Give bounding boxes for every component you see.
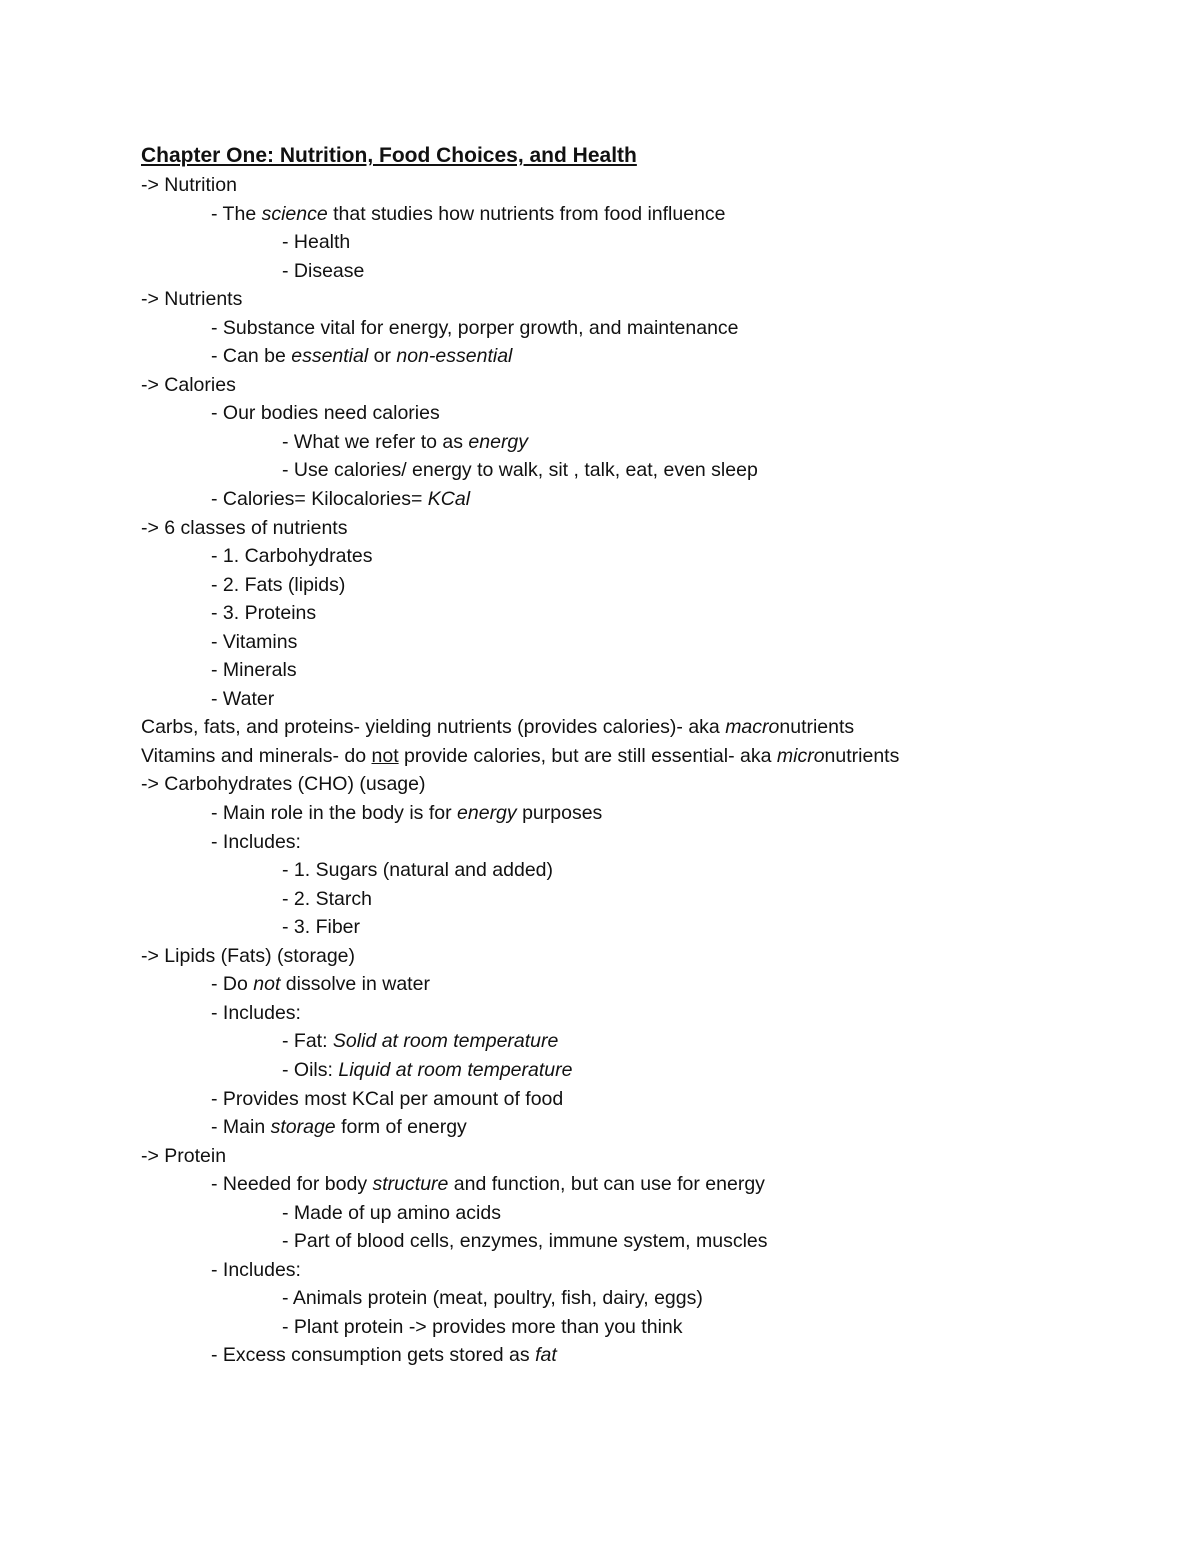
note-text: - Part of blood cells, enzymes, immune system, muscles [282,1230,768,1253]
document-page [141,141,1141,1370]
note-line [141,1170,1141,1199]
note-line [141,542,1141,571]
note-line [141,485,1141,514]
note-text: that studies how nutrients from food influence [327,202,726,225]
note-line [141,742,1141,771]
note-text: - What we refer to as [282,430,469,453]
note-text: - Provides most KCal per amount of food [211,1087,564,1110]
note-text: - 2. Starch [282,887,372,910]
underlined-text: not [371,744,399,767]
note-line [141,970,1141,999]
note-line [141,171,1141,200]
note-line [141,799,1141,828]
note-line [141,913,1141,942]
note-line [141,1284,1141,1313]
note-text: - Made of up amino acids [282,1201,501,1224]
note-line [141,1085,1141,1114]
note-text: -> Nutrition [141,174,237,196]
note-text: - Needed for body [211,1173,373,1196]
note-text: Vitamins and minerals- do [141,744,372,767]
note-line [141,228,1141,257]
emphasized-text: science [261,202,328,225]
note-text: - Can be [211,345,292,368]
emphasized-text: energy [468,430,529,453]
note-line [141,571,1141,600]
note-text: - Includes: [211,1258,301,1281]
note-line [141,942,1141,971]
note-line [141,856,1141,885]
emphasized-text: non-essential [396,345,513,368]
emphasized-text: storage [270,1116,336,1139]
note-line [141,656,1141,685]
emphasized-text: Solid at room temperature [332,1030,559,1053]
note-line [141,599,1141,628]
note-text: nutrients [779,716,855,739]
note-text: - Main [211,1116,271,1139]
emphasized-text: not [253,973,281,996]
emphasized-text: energy [457,802,517,825]
note-text: - Do [211,973,254,996]
note-line [141,342,1141,371]
note-text: - 1. Sugars (natural and added) [282,859,554,882]
note-line [141,456,1141,485]
note-line [141,1341,1141,1370]
note-line [141,285,1141,314]
emphasized-text: structure [372,1173,449,1196]
note-text: -> Calories [141,373,236,396]
note-text: - Includes: [211,830,301,853]
note-line [141,885,1141,914]
emphasized-text: micro [776,744,825,767]
note-text: or [368,345,397,368]
note-text: Carbs, fats, and proteins- yielding nutrients (provides calories)- aka [141,716,726,739]
note-line [141,1027,1141,1056]
note-text: - Disease [282,259,365,282]
note-text: - Includes: [211,1001,301,1024]
note-text: - Water [211,687,275,710]
note-text: -> Protein [141,1144,227,1167]
emphasized-text: KCal [427,488,471,511]
note-line [141,314,1141,343]
note-text: - The [211,202,262,225]
note-text: -> 6 classes of nutrients [141,516,348,539]
note-line [141,1313,1141,1342]
emphasized-text: fat [535,1344,557,1367]
note-line [141,770,1141,799]
note-text: - Oils: [282,1058,339,1081]
note-text: - Fat: [282,1030,333,1053]
note-line [141,428,1141,457]
note-line [141,257,1141,286]
note-line [141,1142,1141,1171]
note-text: provide calories, but are still essential- aka [398,744,777,767]
page-title: Chapter One: Nutrition, Food Choices, and Health [141,144,637,167]
note-line [141,828,1141,857]
note-text: purposes [516,802,603,825]
note-text: -> Carbohydrates (CHO) (usage) [141,773,426,796]
note-text: - Main role in the body is for [211,802,458,825]
note-line [141,999,1141,1028]
note-line [141,1256,1141,1285]
note-text: - Excess consumption gets stored as [211,1344,536,1367]
note-line [141,399,1141,428]
note-text: - Calories= Kilocalories= [211,488,428,511]
note-text: - Use calories/ energy to walk, sit , talk, eat, even sleep [282,459,758,482]
note-line [141,200,1141,229]
note-text: - Minerals [211,659,297,682]
note-text: -> Lipids (Fats) (storage) [141,944,356,967]
note-text: - 3. Proteins [211,602,317,625]
note-text: - Plant protein -> provides more than you think [282,1315,683,1338]
note-text: - Substance vital for energy, porper growth, and maintenance [211,316,739,339]
note-text: form of energy [335,1116,467,1139]
note-text: - Animals protein (meat, poultry, fish, dairy, eggs) [282,1287,703,1310]
note-text: dissolve in water [280,973,430,996]
note-text: - Health [282,231,351,254]
note-text: -> Nutrients [141,288,243,311]
note-text: - 2. Fats (lipids) [211,573,346,596]
note-text: - 3. Fiber [282,916,361,939]
note-line [141,628,1141,657]
notes-list [141,171,1141,1370]
note-line [141,1199,1141,1228]
note-line [141,713,1141,742]
note-line [141,514,1141,543]
emphasized-text: essential [291,345,369,368]
note-text: - Our bodies need calories [211,402,440,425]
note-text: - 1. Carbohydrates [211,545,373,568]
note-text: - Vitamins [211,630,298,653]
emphasized-text: Liquid at room temperature [338,1058,573,1081]
emphasized-text: macro [725,716,780,739]
note-text: nutrients [824,744,900,767]
note-line [141,685,1141,714]
note-line [141,371,1141,400]
note-line [141,1056,1141,1085]
note-line [141,1113,1141,1142]
note-text: and function, but can use for energy [448,1173,765,1196]
note-line [141,1227,1141,1256]
